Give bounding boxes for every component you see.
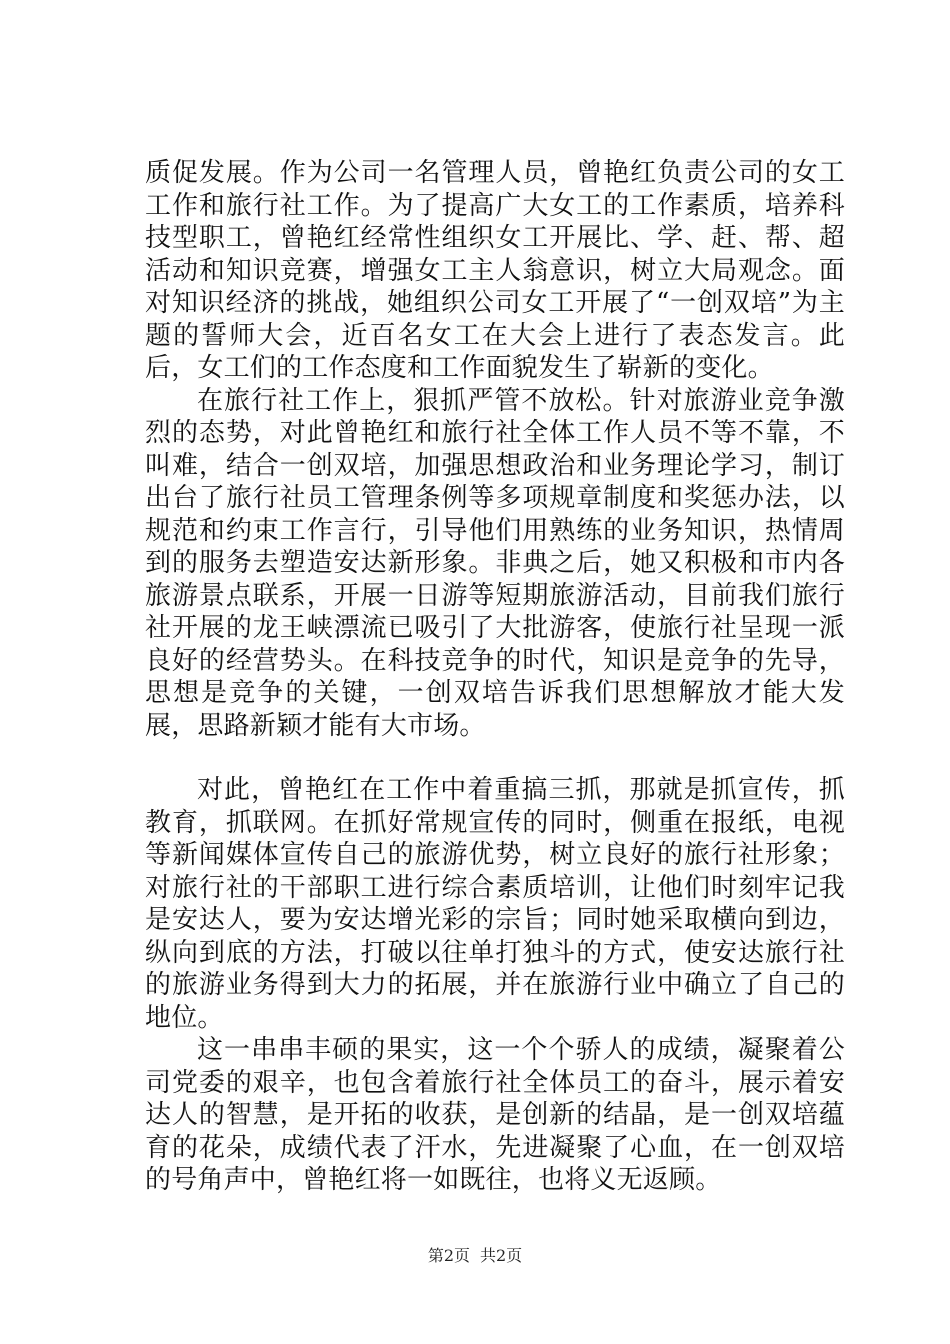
paragraph-4: 这一串串丰硕的果实，这一个个骄人的成绩，凝聚着公司党委的艰辛，也包含着旅行社全体员工的奋斗，展示着安达人的智慧，是开拓的收获，是创新的结晶，是一创双培蕴育的花朵，成绩代表了汗水，先进凝聚了心血，在一创双培的号角声中，曾艳红将一如既往，也将义无返顾。: [145, 1035, 845, 1195]
paragraph-2: 在旅行社工作上，狠抓严管不放松。针对旅游业竞争激烈的态势，对此曾艳红和旅行社全体工作人员不等不靠，不叫难，结合一创双培，加强思想政治和业务理论学习，制订出台了旅行社员工管理条例等多项规章制度和奖惩办法，以规范和约束工作言行，引导他们用熟练的业务知识，热情周到的服务去塑造安达新形象。非典之后，她又积极和市内各旅游景点联系，开展一日游等短期旅游活动，目前我们旅行社开展的龙王峡漂流已吸引了大批游客，使旅行社呈现一派良好的经营势头。在科技竞争的时代，知识是竞争的先导，思想是竞争的关键，一创双培告诉我们思想解放才能大发展，思路新颖才能有大市场。: [145, 385, 845, 741]
page-number: 第2页: [427, 1246, 470, 1265]
document-body: [145, 157, 845, 1197]
page-total: 共2页: [480, 1246, 523, 1265]
paragraph-1: 质促发展。作为公司一名管理人员，曾艳红负责公司的女工工作和旅行社工作。为了提高广大女工的工作素质，培养科技型职工，曾艳红经常性组织女工开展比、学、赶、帮、超活动和知识竞赛，增强女工主人翁意识，树立大局观念。面对知识经济的挑战，她组织公司女工开展了“一创双培”为主题的誓师大会，近百名女工在大会上进行了表态发言。此后，女工们的工作态度和工作面貌发生了崭新的变化。: [145, 158, 845, 383]
page-footer: [0, 1243, 950, 1266]
paragraph-3: 对此，曾艳红在工作中着重搞三抓，那就是抓宣传，抓教育，抓联网。在抓好常规宣传的同时，侧重在报纸，电视等新闻媒体宣传自己的旅游优势，树立良好的旅行社形象；对旅行社的干部职工进行综合素质培训，让他们时刻牢记我是安达人，要为安达增光彩的宗旨；同时她采取横向到边，纵向到底的方法，打破以往单打独斗的方式，使安达旅行社的旅游业务得到大力的拓展，并在旅游行业中确立了自己的地位。: [145, 775, 845, 1033]
